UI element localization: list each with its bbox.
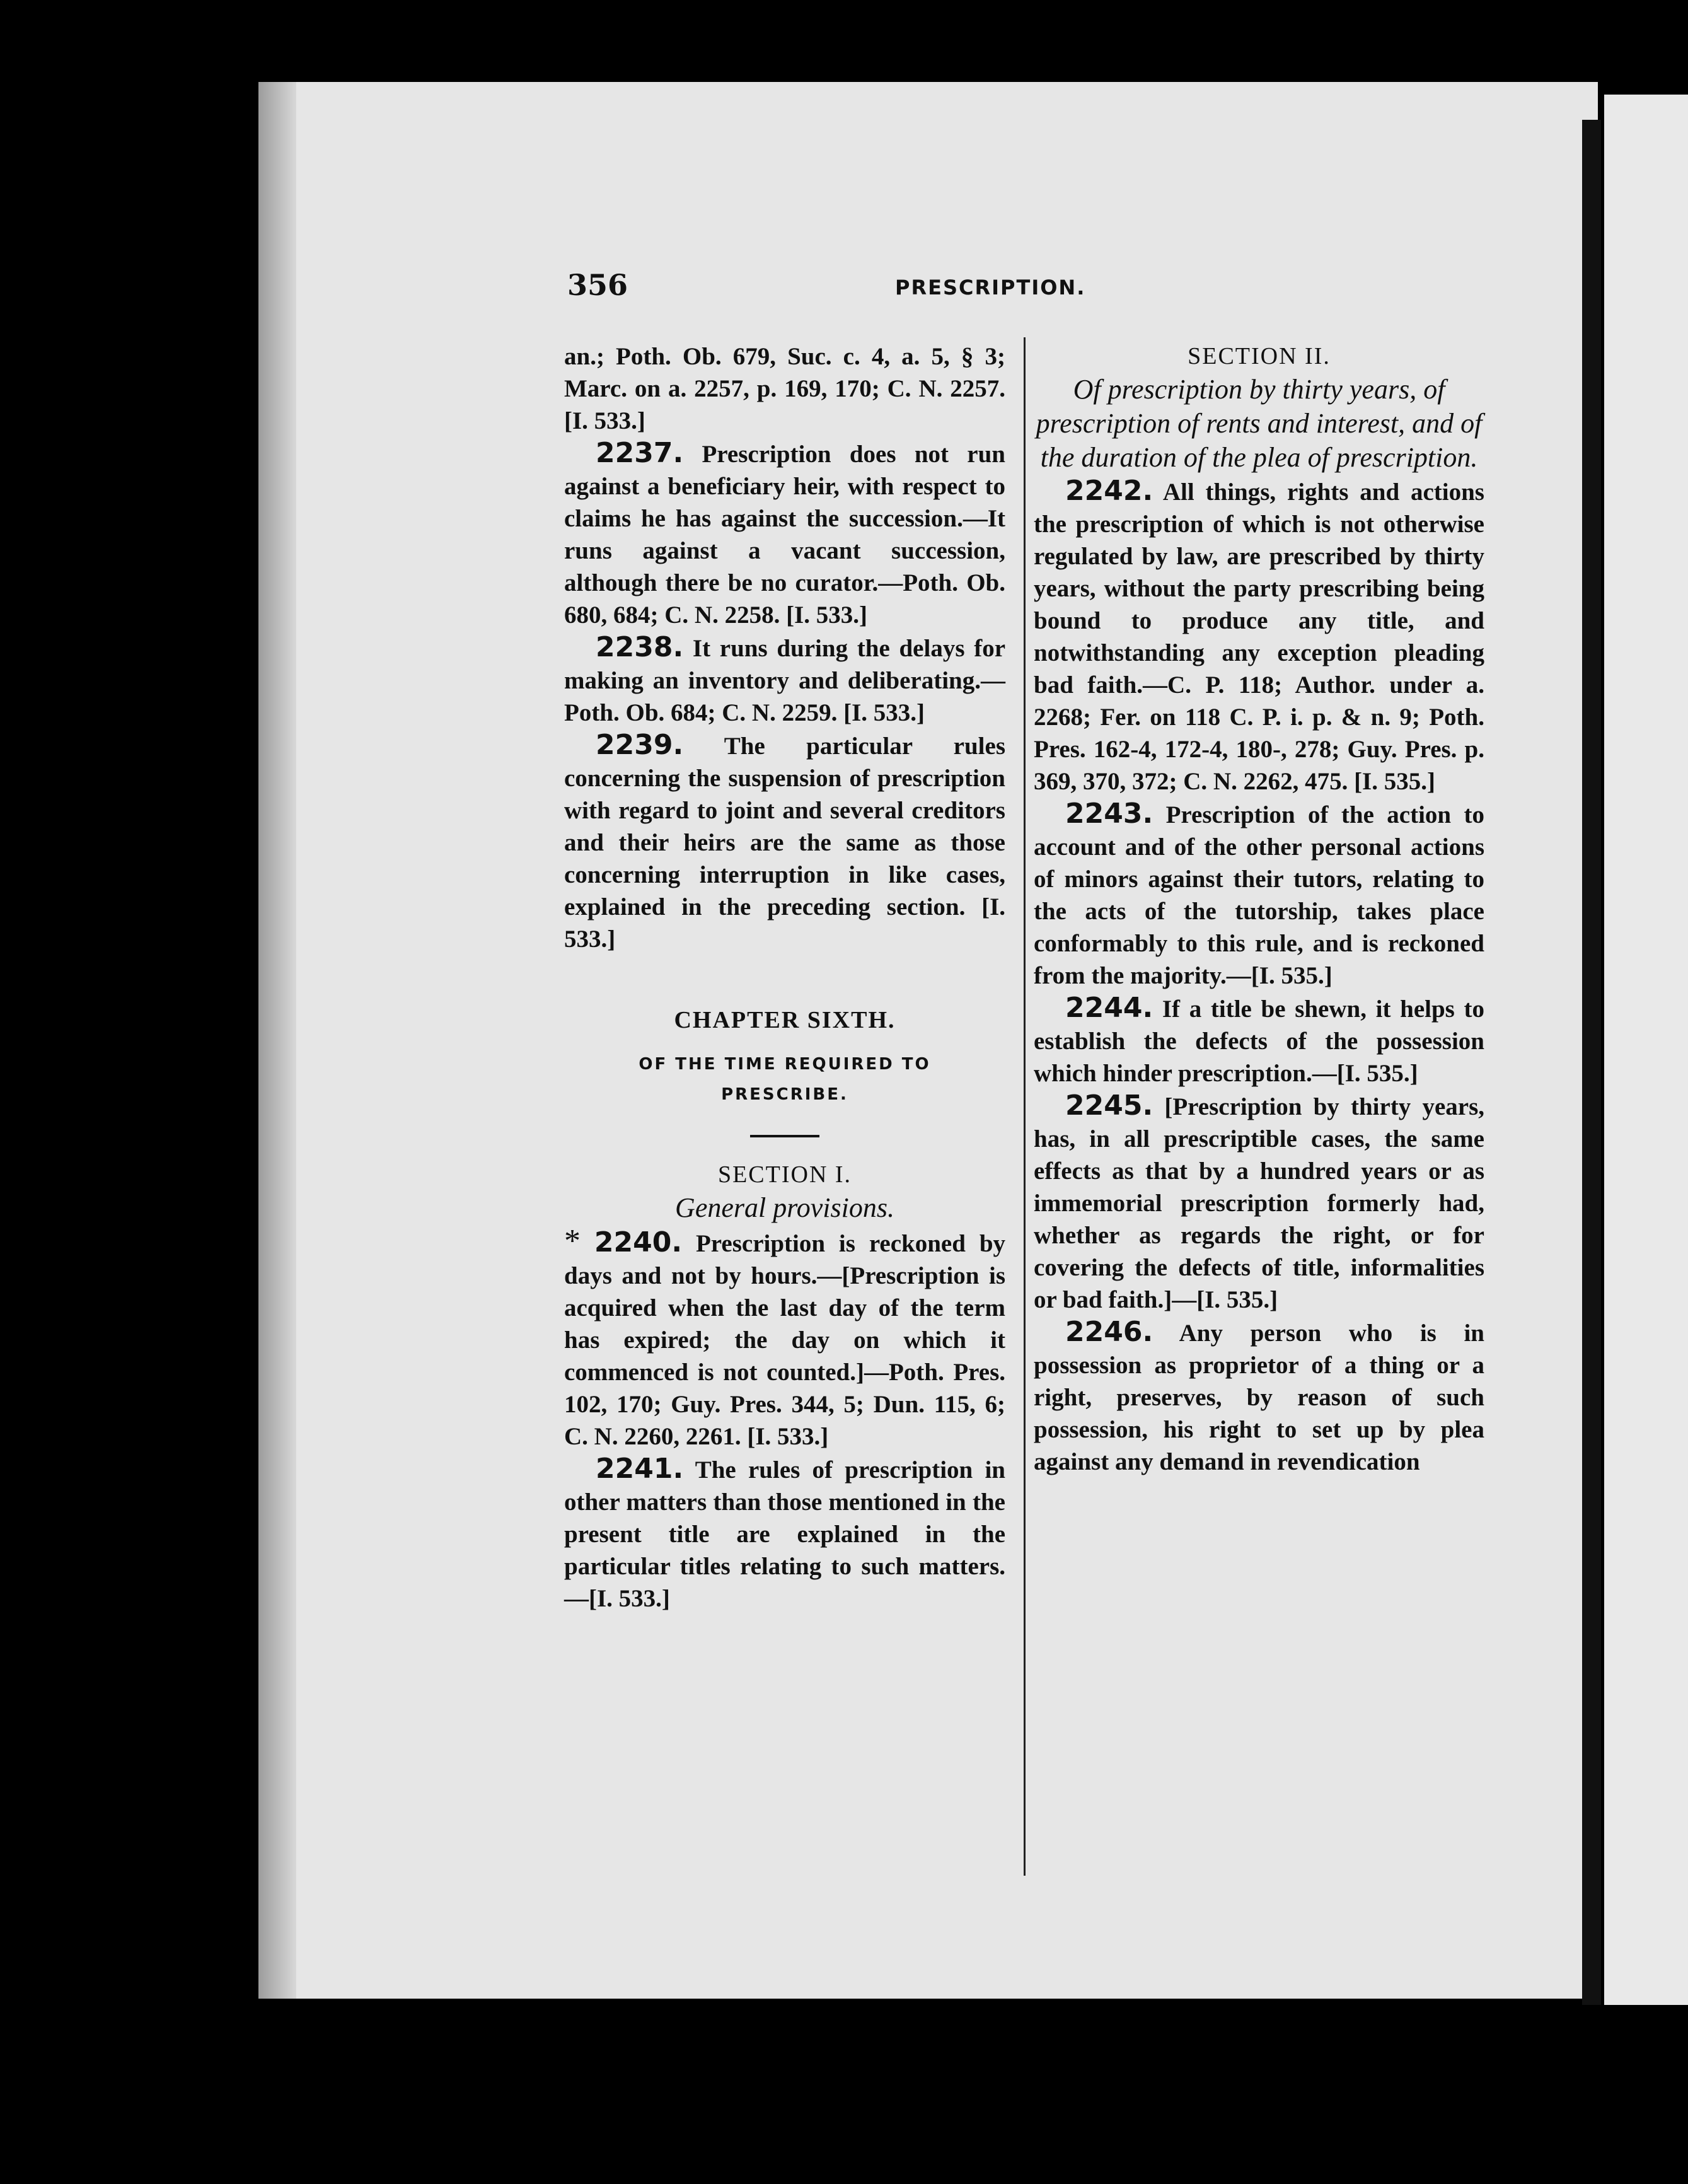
article-text: Prescription does not run against a beneficiary heir, with respect to claims he has against the succession.—It runs against a vacant succession, although there be no curator.—Poth. Ob. 680, 684; C. N. 2258. [I. 533.] [564,441,1005,629]
article-2243 [1034,798,1484,992]
article-text: [Prescription by thirty years, has, in all prescriptible cases, the same effects as that by a hundred years or as immemorial prescription formerly had, whether as regards the right, or for covering the defects of title, informalities or bad faith.]—[I. 535.] [1034,1093,1485,1313]
left-column [564,340,1005,1615]
article-number: 2240. [594,1226,683,1258]
article-2245 [1034,1089,1484,1316]
article-text: Prescription of the action to account and of the other personal actions of minors against their tutors, relating to the acts of the tutorship, takes place conformably to this rule, and is reckoned from the majority.—[I. 535.] [1034,801,1484,989]
article-number: 2245. [1065,1089,1153,1122]
article-2237 [564,437,1005,631]
facing-page-edge [1604,95,1688,2005]
article-2242 [1034,475,1484,798]
section-rule [750,1135,819,1137]
right-column [1034,340,1484,1478]
article-number: 2241. [596,1453,684,1485]
column-divider [1024,337,1026,1876]
asterisk-mark: * [564,1223,581,1259]
article-text: Any person who is in possession as proprietor of a thing or a right, preserves, by reason of such possession, his right to set up by plea against any demand in revendication [1034,1320,1484,1475]
article-2244 [1034,992,1484,1089]
article-number: 2238. [596,631,684,663]
section-title: SECTION II. [1188,343,1331,369]
chapter-title: CHAPTER SIXTH. [674,1007,896,1033]
article-text: All things, rights and actions the prescription of which is not otherwise regulated by law, are prescribed by thirty years, without the party prescribing being bound to produce any title, and notwithstanding any exception pleading bad faith.—C. P. 118; Author. under a. 2268; Fer. on 118 C. P. i. p. & n. 9; Poth. Pres. 162-4, 172-4, 180-, 278; Guy. Pres. p. 369, 370, 372; C. N. 2262, 475. [I. 535.] [1034,479,1484,795]
article-text: Prescription is reckoned by days and not by hours.—[Prescription is acquired when the last day of the term has expired; the day on which it commenced is not counted.]—Poth. Pres. 102, 170; Guy. Pres. 344, 5; Dun. 115, 6; C. N. 2260, 2261. [I. 533.] [564,1230,1006,1450]
page-header [567,268,1097,312]
section-title: SECTION I. [717,1161,852,1188]
article-text: The particular rules concerning the suspension of prescription with regard to joint and several creditors and their heirs are the same as those concerning interruption in like cases, explained in the preceding section. [I. 533.] [564,733,1006,953]
article-number: 2243. [1065,798,1153,830]
article-text: The rules of prescription in other matters than those mentioned in the present title are explained in the particular titles relating to such matters.—[I. 533.] [564,1456,1005,1612]
article-text: It runs during the delays for making an inventory and deliberating.—Poth. Ob. 684; C. N. 2259. [I. 533.] [564,635,1006,726]
page-number: 356 [567,268,628,302]
continued-paragraph: an.; Poth. Ob. 679, Suc. c. 4, a. 5, § 3; Marc. on a. 2257, p. 169, 170; C. N. 2257. [I. 533.] [564,343,1005,434]
page-edge [258,82,296,1999]
section-subtitle: Of prescription by thirty years, of prescription of rents and interest, and of the duration of the plea of prescription. [1036,374,1483,473]
article-2241 [564,1453,1005,1615]
article-number: 2244. [1065,992,1153,1024]
article-2246 [1034,1316,1484,1478]
chapter-subtitle: OF THE TIME REQUIRED TO PRESCRIBE. [639,1055,931,1104]
article-2238 [564,631,1005,729]
article-number: 2237. [596,437,684,469]
section-subtitle: General provisions. [675,1192,894,1223]
article-2239 [564,729,1005,955]
article-text: If a title be shewn, it helps to establish the defects of the possession which hinder prescription.—[I. 535.] [1034,996,1485,1087]
article-number: 2239. [596,729,684,761]
article-number: 2246. [1065,1316,1153,1348]
gutter-shadow [1582,120,1601,2005]
running-head: PRESCRIPTION. [895,276,1086,299]
article-number: 2242. [1065,475,1153,507]
article-2240 [564,1225,1005,1453]
